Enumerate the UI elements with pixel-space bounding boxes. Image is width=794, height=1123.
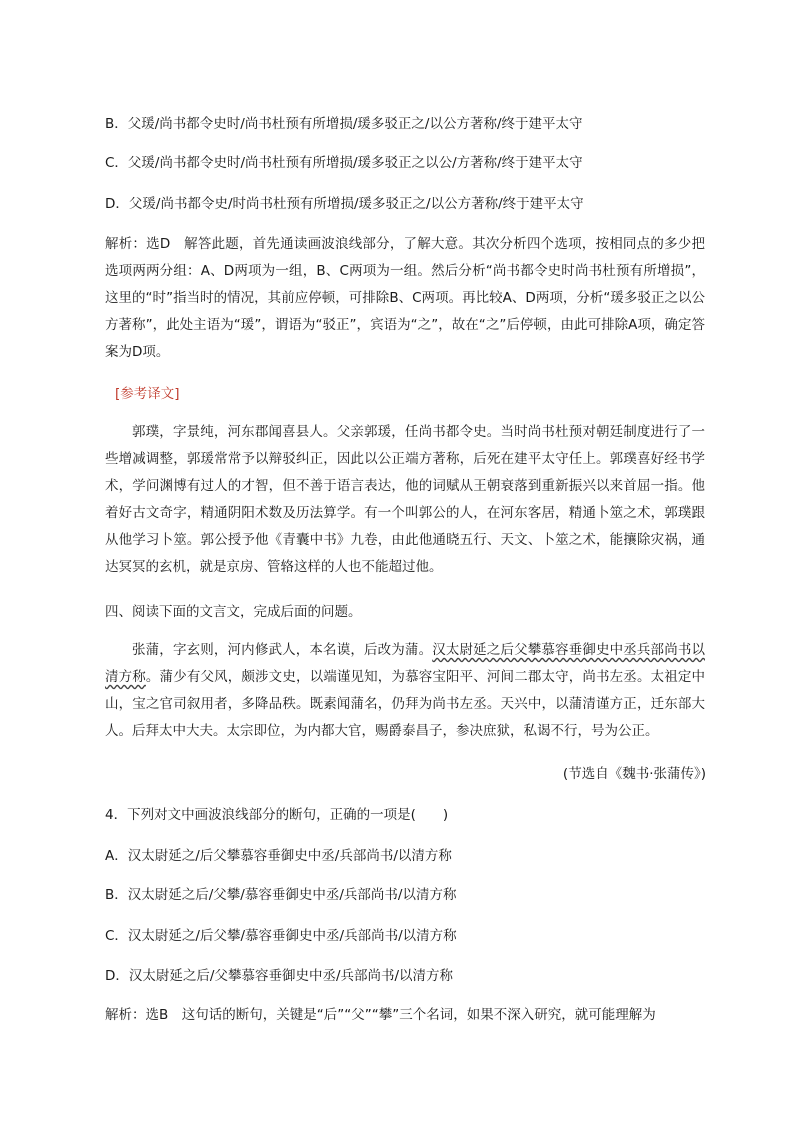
section4-heading: 四、阅读下面的文言文，完成后面的问题。: [105, 604, 362, 620]
q3-analysis: 解析：选D 解答此题，首先通读画波浪线部分，了解大意。其次分析四个选项，按相同点的多少把选项两两分组：A、D两项为一组，B、C两项为一组。然后分析“尚书都令史时尚书杜预有所增损”，这里的“时”指当时的情况，其前应停顿，可排除B、C两项。再比较A、D两项，分析“瑗多驳正之以公方著称”，此处主语为“瑗”，谓语为“驳正”，宾语为“之”，故在“之”后停顿，由此可排除A项，确定答案为D项。: [105, 236, 705, 360]
q4-analysis: 解析：选B 这句话的断句，关键是“后”“父”“攀”三个名词，如果不深入研究，就可能理解为: [105, 1007, 656, 1023]
passage-wavy-segment: 汉太尉延之后父攀慕容垂御史中丞兵部尚书以清方称: [105, 642, 705, 685]
passage-after: 。蒲少有父风，颇涉文史，以端谨见知，为慕容宝阳平、河间二郡太守，尚书左丞。太祖定中山，宝之官司叙用者，多降品秩。既素闻蒲名，仍拜为尚书左丞。天兴中，以蒲清谨方正，迁东部大人。后拜太中大夫。太宗即位，为内都大官，赐爵泰昌子，参决庶狱，私谒不行，号为公正。: [105, 669, 706, 739]
q3-option-c: C．父瑗/尚书都令史时/尚书杜预有所增损/瑗多驳正之以公/方著称/终于建平太守: [105, 155, 583, 171]
passage-before: 张蒲，字玄则，河内修武人，本名谟，后改为蒲。: [132, 642, 433, 658]
q4-stem: 4．下列对文中画波浪线部分的断句，正确的一项是( ): [105, 807, 449, 823]
q3-option-d: D．父瑗/尚书都令史/时尚书杜预有所增损/瑗多驳正之/以公方著称/终于建平太守: [105, 196, 584, 212]
translation-text: 郭璞，字景纯，河东郡闻喜县人。父亲郭瑗，任尚书都令史。当时尚书杜预对朝廷制度进行了一些增减调整，郭瑗常常予以辩驳纠正，因此以公正端方著称，后死在建平太守任上。郭璞喜好经书学术，学问渊博有过人的才智，但不善于语言表达，他的词赋从王朝衰落到重新振兴以来首屈一指。他着好古文奇字，精通阴阳术数及历法算学。有一个叫郭公的人，在河东客居，精通卜筮之术，郭璞跟从他学习卜筮。郭公授予他《青囊中书》九卷，由此他通晓五行、天文、卜筮之术，能攘除灾祸，通达冥冥的玄机，就是京房、管辂这样的人也不能超过他。: [105, 424, 705, 575]
q4-option-c: C．汉太尉延之/后父攀/慕容垂御史中丞/兵部尚书/以清方称: [105, 928, 457, 944]
source-citation: (节选自《魏书·张蒲传》): [562, 766, 706, 782]
q4-option-b: B．汉太尉延之后/父攀/慕容垂御史中丞/兵部尚书/以清方称: [105, 887, 457, 903]
q4-option-a: A．汉太尉延之/后父攀慕容垂御史中丞/兵部尚书/以清方称: [105, 848, 452, 864]
q4-option-d: D．汉太尉延之后/父攀慕容垂御史中丞/兵部尚书/以清方称: [105, 968, 454, 984]
q3-option-b: B．父瑗/尚书都令史时/尚书杜预有所增损/瑗多驳正之/以公方著称/终于建平太守: [105, 116, 583, 132]
translation-label: [参考译文]: [115, 386, 180, 402]
passage-text: [105, 637, 705, 745]
